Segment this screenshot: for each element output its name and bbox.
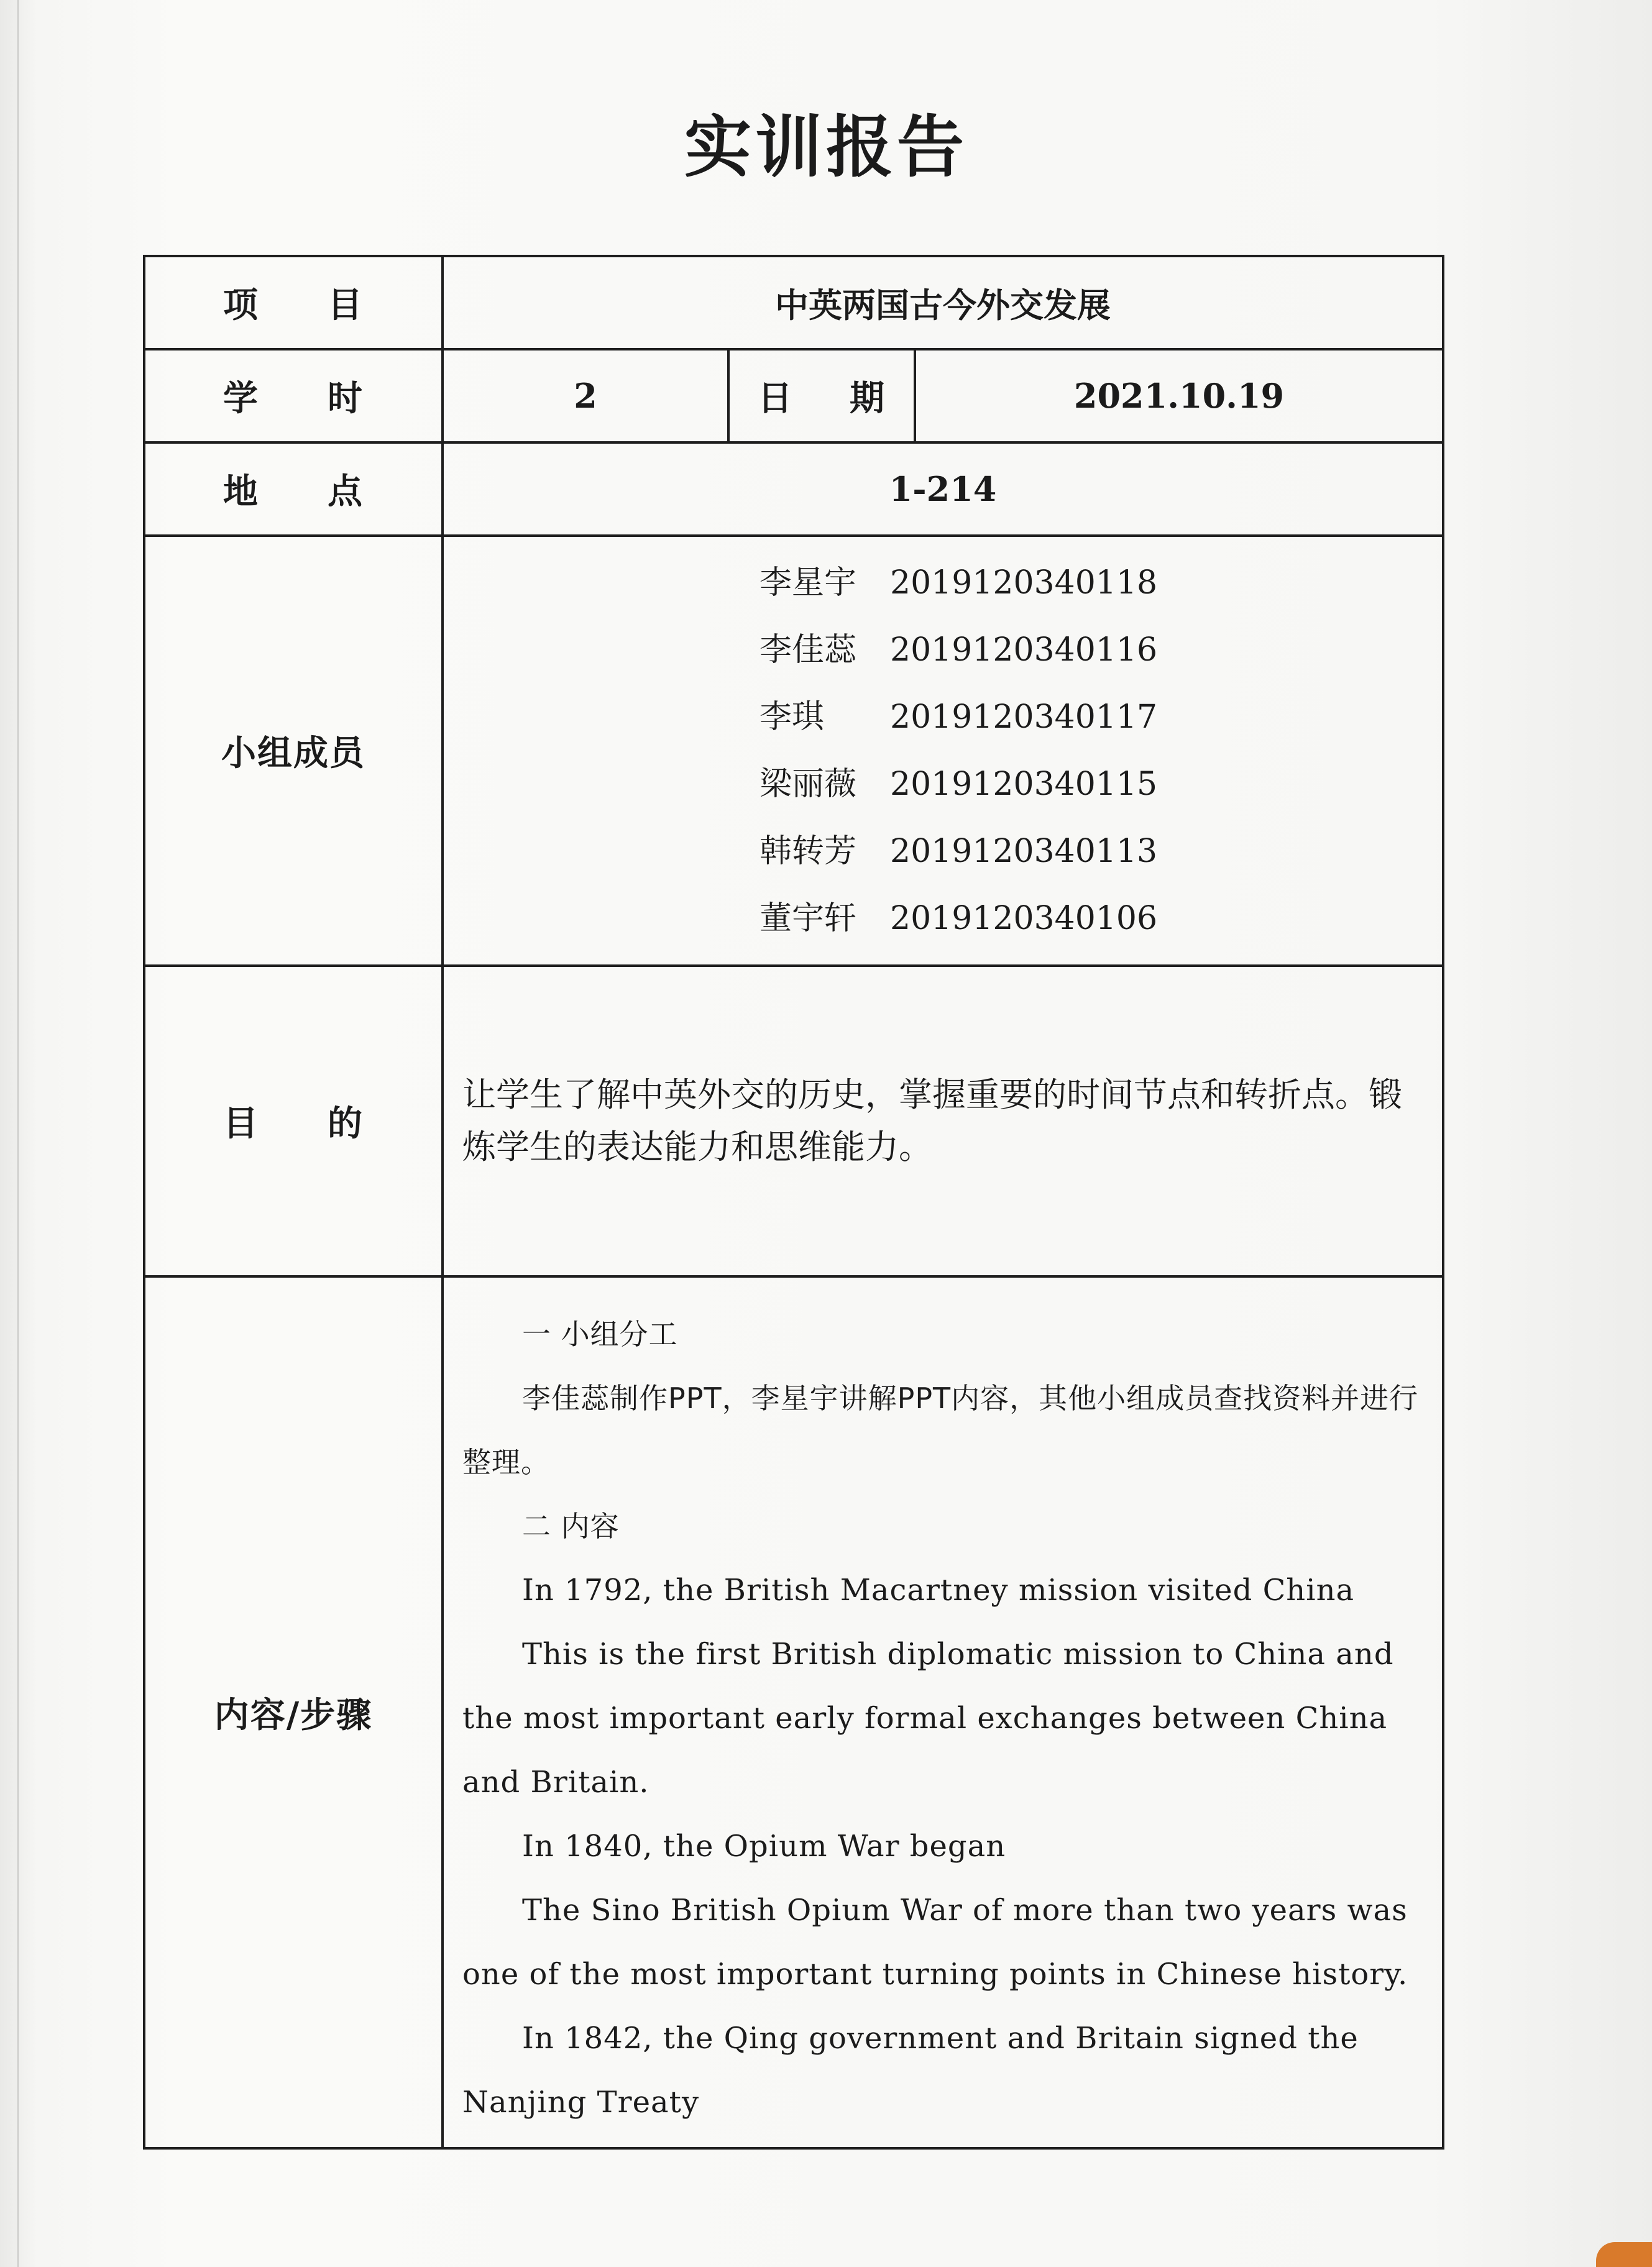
member-name: 李佳蕊 (759, 631, 857, 669)
member-id: 2019120340118 (890, 564, 1158, 602)
location-label-a: 地 (223, 472, 259, 512)
hours-date-row (144, 349, 1443, 442)
content-line: In 1792, the British Macartney mission visited China (522, 1573, 1355, 1608)
member-id: 2019120340106 (890, 900, 1158, 937)
member-item (444, 751, 1442, 818)
member-item (444, 818, 1442, 885)
project-value: 中英两国古今外交发展 (443, 256, 1443, 349)
hours-value: 2 (443, 349, 728, 442)
section-heading: 二 内容 (522, 1509, 620, 1543)
purpose-label-b: 的 (328, 1104, 364, 1144)
member-item (444, 885, 1442, 952)
purpose-label (144, 966, 443, 1276)
report-table (143, 255, 1444, 2150)
purpose-label-a: 目 (223, 1104, 259, 1144)
member-item (444, 616, 1442, 684)
content-row (144, 1276, 1443, 2148)
member-item (444, 684, 1442, 751)
content-line: In 1842, the Qing government and Britain signed the Nanjing Treaty (462, 2021, 1359, 2120)
hours-label-b: 时 (328, 378, 364, 419)
page-edge (17, 0, 19, 2267)
section-heading: 一 小组分工 (522, 1317, 678, 1351)
location-label-b: 点 (328, 472, 364, 512)
content-line: In 1840, the Opium War began (522, 1829, 1006, 1864)
member-id: 2019120340115 (890, 766, 1158, 803)
hours-label (144, 349, 443, 442)
members-row (144, 536, 1443, 966)
location-row (144, 442, 1443, 536)
member-item (444, 549, 1442, 616)
date-label-b: 期 (850, 378, 886, 419)
content-label: 内容/步骤 (144, 1276, 443, 2148)
content-line: This is the first British diplomatic mission to China and the most important early formal exchanges between China and Britain. (462, 1637, 1394, 1800)
project-row (144, 256, 1443, 349)
content-line: The Sino British Opium War of more than two years was one of the most important turning points in Chinese history. (462, 1893, 1408, 1992)
date-label-a: 日 (758, 378, 794, 419)
member-name: 李琪 (759, 698, 825, 736)
date-label (728, 349, 915, 442)
location-value: 1-214 (443, 442, 1443, 536)
member-name: 韩转芳 (759, 833, 857, 870)
member-id: 2019120340117 (890, 698, 1158, 736)
member-id: 2019120340113 (890, 833, 1158, 870)
members-list (443, 536, 1443, 966)
member-name: 梁丽薇 (759, 766, 857, 803)
hours-label-a: 学 (223, 378, 259, 419)
report-title: 实训报告 (684, 108, 968, 186)
project-label-a: 项 (223, 285, 259, 326)
purpose-text: 让学生了解中英外交的历史，掌握重要的时间节点和转折点。锻炼学生的表达能力和思维能力。 (443, 966, 1443, 1276)
member-id: 2019120340116 (890, 631, 1158, 669)
member-name: 李星宇 (759, 564, 857, 602)
member-name: 董宇轩 (759, 900, 857, 937)
project-label (144, 256, 443, 349)
section-text: 李佳蕊制作PPT，李星宇讲解PPT内容，其他小组成员查找资料并进行整理。 (462, 1381, 1419, 1479)
members-label: 小组成员 (144, 536, 443, 966)
date-value: 2021.10.19 (915, 349, 1443, 442)
content-body (443, 1276, 1443, 2148)
location-label (144, 442, 443, 536)
corner-object (1596, 2242, 1652, 2267)
project-label-b: 目 (328, 285, 364, 326)
purpose-row (144, 966, 1443, 1276)
